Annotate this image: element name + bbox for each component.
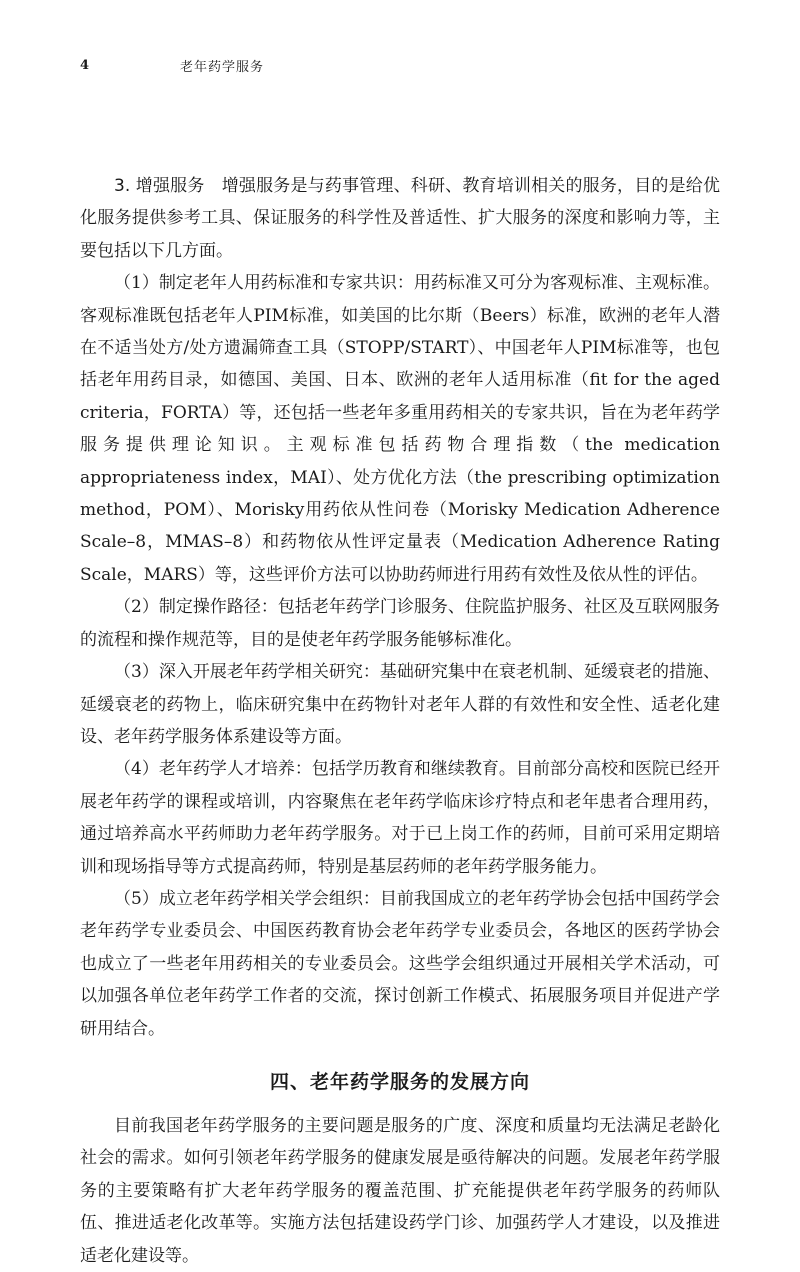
list-item-1: （1）制定老年人用药标准和专家共识：用药标准又可分为客观标准、主观标准。客观标准既包括老年人PIM标准，如美国的比尔斯（Beers）标准，欧洲的老年人潜在不适当处方/处方遗漏筛查工具（STOPP/START）、中国老年人PIM标准等，也包括老年用药目录，如德国、美国、日本、欧洲的老年人适用标准（fit for the aged criteria，FORTA）等，还包括一些老年多重用药相关的专家共识，旨在为老年药学服务提供理论知识。主观标准包括药物合理指数（the medication appropriateness index，MAI）、处方优化方法（the prescribing optimization method，POM）、Morisky用药依从性问卷（Morisky Medication Adherence Scale–8，MMAS–8）和药物依从性评定量表（Medication Adherence Rating Scale，MARS）等，这些评价方法可以协助药师进行用药有效性及依从性的评估。	[80, 273, 720, 585]
subsection-heading: 3. 增强服务	[114, 176, 205, 196]
section-paragraph: 目前我国老年药学服务的主要问题是服务的广度、深度和质量均无法满足老龄化社会的需求。如何引领老年药学服务的健康发展是亟待解决的问题。发展老年药学服务的主要策略有扩大老年药学服务的覆盖范围、扩充能提供老年药学服务的药师队伍、推进适老化改革等。实施方法包括建设药学门诊、加强药学人才建设，以及推进适老化建设等。	[80, 1115, 720, 1266]
page-number: 4	[80, 58, 90, 73]
list-item-2: （2）制定操作路径：包括老年药学门诊服务、住院监护服务、社区及互联网服务的流程和操作规范等，目的是使老年药学服务能够标准化。	[80, 597, 720, 650]
subsection-intro: 增强服务是与药事管理、科研、教育培训相关的服务，目的是给优化服务提供参考工具、保证服务的科学性及普适性、扩大服务的深度和影响力等，主要包括以下几方面。	[80, 176, 720, 261]
section-title: 四、老年药学服务的发展方向	[269, 1070, 530, 1093]
list-item-4: （4）老年药学人才培养：包括学历教育和继续教育。目前部分高校和医院已经开展老年药学的课程或培训，内容聚焦在老年药学临床诊疗特点和老年患者合理用药，通过培养高水平药师助力老年药学服务。对于已上岗工作的药师，目前可采用定期培训和现场指导等方式提高药师，特别是基层药师的老年药学服务能力。	[80, 759, 720, 877]
enhanced-service-paragraph	[80, 170, 720, 267]
list-item-3: （3）深入开展老年药学相关研究：基础研究集中在衰老机制、延缓衰老的措施、延缓衰老的药物上，临床研究集中在药物针对老年人群的有效性和安全性、适老化建设、老年药学服务体系建设等方面。	[80, 662, 720, 747]
book-title: 老年药学服务	[180, 60, 265, 75]
page-body	[80, 170, 720, 1272]
list-item-5: （5）成立老年药学相关学会组织：目前我国成立的老年药学协会包括中国药学会老年药学专业委员会、中国医药教育协会老年药学专业委员会，各地区的医药学协会也成立了一些老年用药相关的专业委员会。这些学会组织通过开展相关学术活动，可以加强各单位老年药学工作者的交流，探讨创新工作模式、拓展服务项目并促进产学研用结合。	[80, 888, 720, 1039]
running-header	[80, 56, 720, 75]
